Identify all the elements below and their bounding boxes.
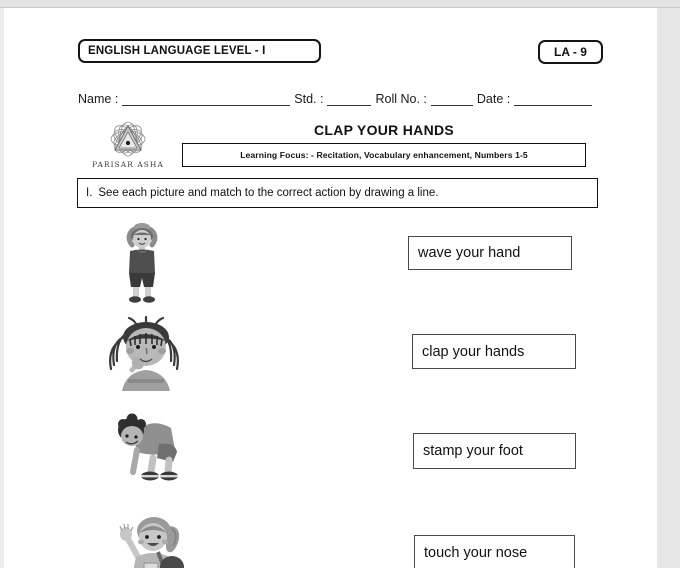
answer-option-label: clap your hands bbox=[422, 343, 525, 360]
date-label: Date : bbox=[476, 92, 511, 106]
worksheet-code-label: LA - 9 bbox=[554, 45, 587, 59]
answer-option-box[interactable] bbox=[414, 535, 575, 568]
lotus-triangle-logo-icon bbox=[89, 119, 167, 159]
organization-logo bbox=[89, 119, 167, 169]
instruction-number: I. bbox=[86, 187, 93, 199]
worksheet-code-badge bbox=[538, 40, 603, 64]
roll-no-label: Roll No. : bbox=[375, 92, 427, 106]
child-touching-nose-icon[interactable] bbox=[102, 315, 190, 391]
answer-option-label: wave your hand bbox=[418, 245, 521, 261]
student-info-row bbox=[78, 88, 598, 106]
lesson-title: CLAP YOUR HANDS bbox=[313, 122, 455, 138]
learning-focus-box bbox=[182, 143, 586, 167]
std-label: Std. : bbox=[294, 92, 324, 106]
worksheet-page bbox=[4, 8, 657, 568]
instruction-text: See each picture and match to the correct action by drawing a line. bbox=[98, 187, 439, 199]
answer-option-box[interactable] bbox=[408, 236, 572, 270]
girl-waving-hand-icon[interactable] bbox=[110, 513, 190, 568]
roll-no-input-rule[interactable] bbox=[431, 93, 473, 106]
page-right-margin bbox=[657, 8, 680, 568]
course-title-label: ENGLISH LANGUAGE LEVEL - I bbox=[88, 45, 266, 57]
name-label: Name : bbox=[78, 92, 119, 106]
answer-option-label: touch your nose bbox=[424, 545, 528, 561]
child-bending-stamping-icon[interactable] bbox=[107, 406, 189, 484]
name-input-rule[interactable] bbox=[122, 93, 290, 106]
instruction-box bbox=[77, 178, 598, 208]
std-input-rule[interactable] bbox=[327, 93, 371, 106]
learning-focus-text: Learning Focus: - Recitation, Vocabulary enhancement, Numbers 1-5 bbox=[240, 150, 528, 160]
answer-option-box[interactable] bbox=[413, 433, 576, 469]
answer-option-box[interactable] bbox=[412, 334, 576, 369]
child-clapping-overhead-icon[interactable] bbox=[112, 221, 172, 303]
answer-option-label: stamp your foot bbox=[423, 443, 523, 459]
organization-name: PARISAR ASHA bbox=[92, 160, 164, 169]
course-title-badge bbox=[78, 39, 321, 63]
date-input-rule[interactable] bbox=[514, 93, 592, 106]
window-top-strip bbox=[0, 0, 680, 8]
